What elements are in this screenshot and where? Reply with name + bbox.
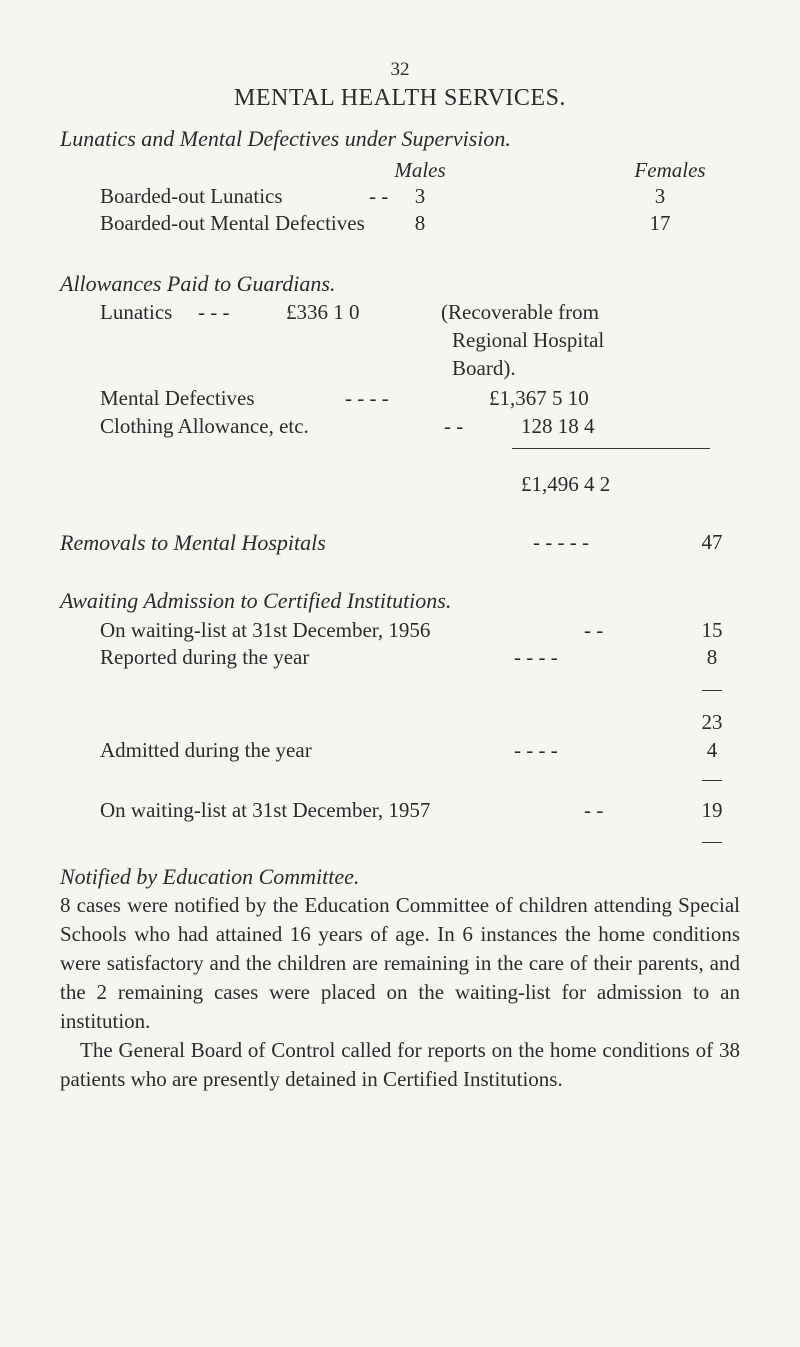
allowances-heading: Allowances Paid to Guardians. — [60, 271, 336, 296]
males-value: 3 — [414, 184, 426, 208]
recoverable-note-line2: Regional Hospital — [452, 328, 605, 352]
leader-dashes: - - - - — [514, 738, 558, 762]
leader-dashes: - - — [584, 798, 604, 822]
col-header-males: Males — [394, 158, 446, 182]
total-rule — [512, 448, 710, 449]
awaiting-subtotal: 23 — [701, 710, 723, 734]
leader-dashes: - - — [584, 618, 604, 642]
page-number: 32 — [390, 59, 410, 80]
admitted-label: Admitted during the year — [100, 738, 312, 762]
col-header-females: Females — [634, 158, 706, 182]
leader-dashes: - - — [444, 414, 464, 438]
notified-heading: Notified by Education Committee. — [60, 864, 360, 889]
removals-label: Removals to Mental Hospitals — [60, 530, 326, 555]
admitted-value: 4 — [706, 738, 718, 762]
notified-paragraph-1: 8 cases were notified by the Education Committee of children attending Special Schools who had attained 16 years of age. In 6 instances the home conditions were satisfactory and the children are remaining in the care of their parents, and the 2 remaining cases were placed on the waiting-list for admission to an institution. — [60, 893, 740, 1033]
females-value: 17 — [649, 211, 671, 235]
waiting-list-1957-label: On waiting-list at 31st December, 1957 — [100, 798, 431, 822]
notified-paragraph-2: The General Board of Control called for reports on the home conditions of 38 patients who are presently detained in Certified Institutions. — [60, 1038, 740, 1091]
notified-body — [60, 891, 740, 1094]
clothing-allowance-amount: 128 18 4 — [521, 414, 595, 438]
leader-dashes: - - - - - — [533, 530, 589, 554]
males-value: 8 — [414, 211, 426, 235]
recoverable-note-line1: (Recoverable from — [441, 300, 600, 324]
leader-dashes: - - - — [198, 300, 230, 324]
leader-dashes: - - — [369, 184, 389, 208]
recoverable-note-line3: Board). — [452, 356, 516, 380]
allowances-total: £1,496 4 2 — [521, 472, 611, 496]
leader-dashes: - - - - — [514, 645, 558, 669]
clothing-allowance-label: Clothing Allowance, etc. — [100, 414, 309, 438]
subtotal-rule — [702, 690, 722, 691]
waiting-list-1956-value: 15 — [701, 618, 723, 642]
supervision-heading: Lunatics and Mental Defectives under Supervision. — [60, 126, 511, 151]
lunatics-amount: £336 1 0 — [286, 300, 360, 324]
waiting-list-1956-label: On waiting-list at 31st December, 1956 — [100, 618, 431, 642]
waiting-list-1957-value: 19 — [701, 798, 723, 822]
final-rule — [702, 842, 722, 843]
row-label: Boarded-out Mental Defectives — [100, 211, 365, 235]
reported-value: 8 — [706, 645, 718, 669]
reported-label: Reported during the year — [100, 645, 310, 669]
difference-rule — [702, 780, 722, 781]
awaiting-heading: Awaiting Admission to Certified Institutions. — [60, 588, 452, 613]
row-label: Boarded-out Lunatics — [100, 184, 283, 208]
page-title: MENTAL HEALTH SERVICES. — [234, 85, 566, 111]
removals-value: 47 — [701, 530, 723, 554]
leader-dashes: - - - - — [345, 386, 389, 410]
mental-defectives-amount: £1,367 5 10 — [489, 386, 589, 410]
lunatics-label: Lunatics — [100, 300, 173, 324]
females-value: 3 — [654, 184, 666, 208]
mental-defectives-label: Mental Defectives — [100, 386, 255, 410]
